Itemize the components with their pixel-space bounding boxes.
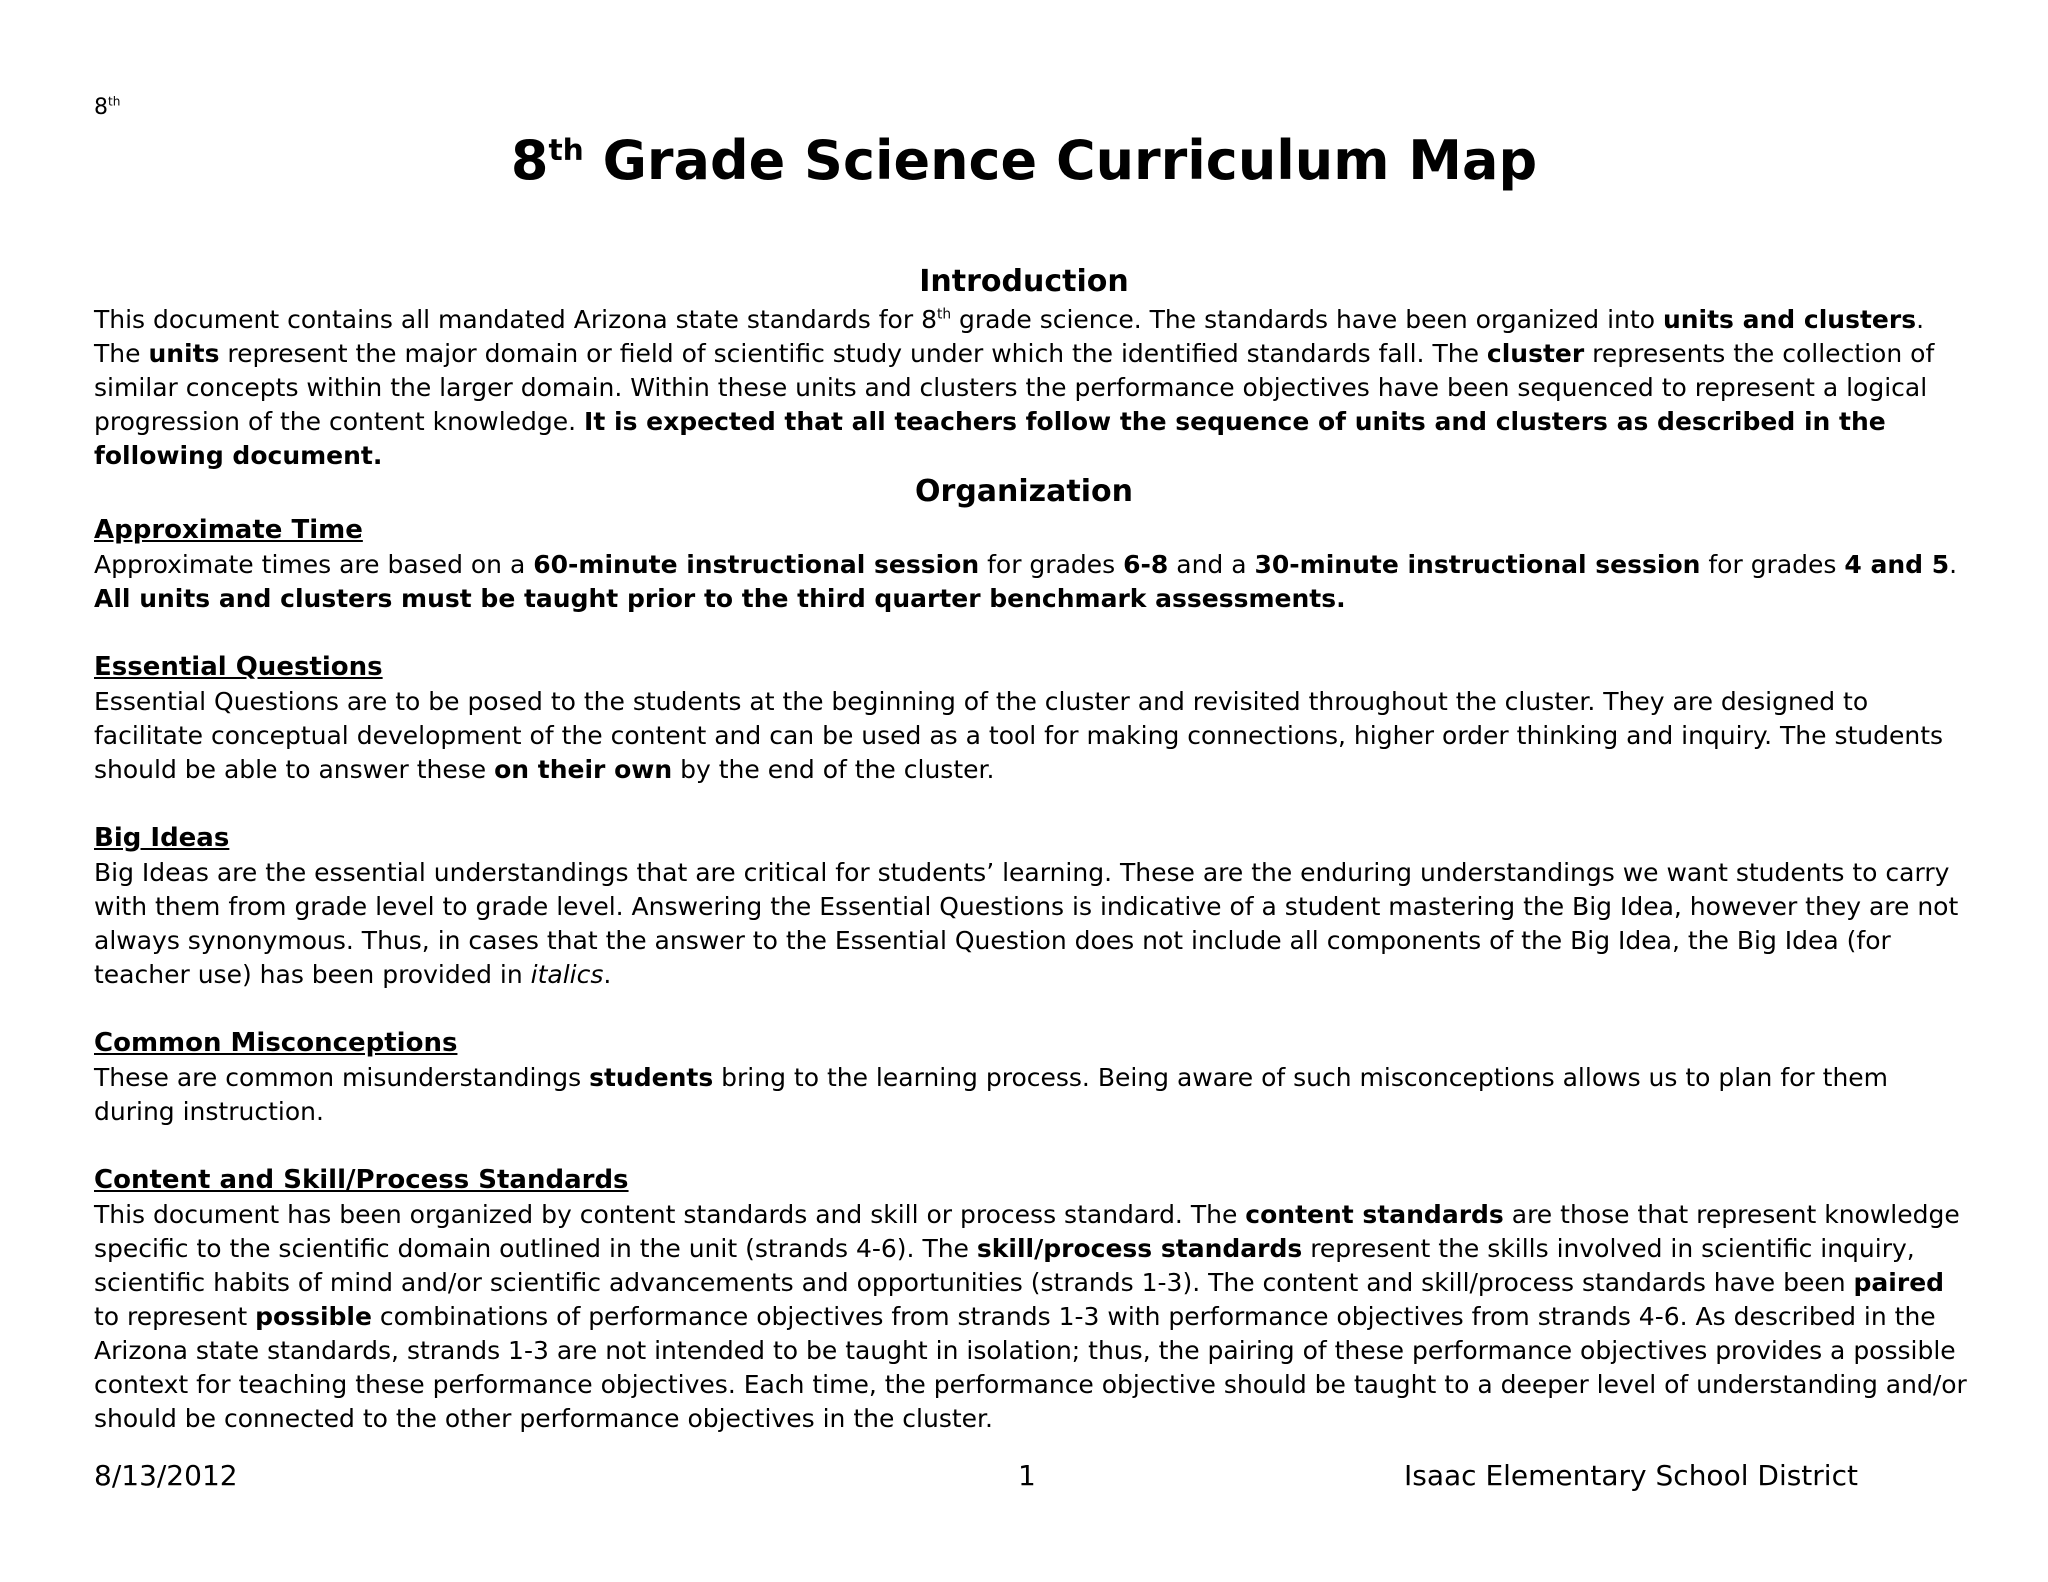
intro-text-2: grade science. The standards have been organized into <box>951 305 1663 334</box>
std-text-4: to represent <box>94 1302 256 1331</box>
bi-italic: italics <box>530 960 604 989</box>
introduction-heading: Introduction <box>919 264 1129 299</box>
std-bold-content: content standards <box>1245 1200 1504 1229</box>
approximate-time-heading: Approximate Time <box>94 515 363 545</box>
intro-text-3: . The <box>94 305 1925 368</box>
organization-heading: Organization <box>915 474 1133 509</box>
title-grade-number: 8 <box>510 129 549 192</box>
time-text-3: and a <box>1168 550 1255 579</box>
footer-date: 8/13/2012 <box>94 1459 238 1492</box>
intro-text-5: represents the collection of similar concepts within the larger domain. Within these units and clusters the performance objectives have been sequenced to represent a logical progression of the content knowledge. <box>94 339 1935 436</box>
bi-text-2: . <box>603 960 612 989</box>
time-text-1: Approximate times are based on a <box>94 550 534 579</box>
common-misconceptions-paragraph <box>94 1061 1974 1129</box>
corner-grade-label <box>94 96 120 120</box>
title-grade-suffix: th <box>548 133 584 168</box>
page-title <box>0 126 2048 196</box>
std-text-5: combinations of performance objectives from strands 1-3 with performance objectives from strands 4-6. As described in the Arizona state standards, strands 1-3 are not intended to be taught in isolation; thus, the pairing of these performance objectives provides a possible context for teaching these performance objectives. Each time, the performance objective should be taught to a deeper level of understanding and/or should be connected to the other performance objectives in the cluster. <box>94 1302 1967 1433</box>
eq-bold-own: on their own <box>494 755 673 784</box>
time-bold-grades-6-8: 6-8 <box>1123 550 1169 579</box>
eq-text-1: Essential Questions are to be posed to the students at the beginning of the cluster and revisited throughout the cluster. They are designed to facilitate conceptual development of the content and can be used as a tool for making connections, higher order thinking and inquiry. The students should be able to answer these <box>94 687 1944 784</box>
footer-page-number: 1 <box>1018 1459 1036 1492</box>
intro-grade-suffix: th <box>936 306 952 323</box>
mc-text-2: bring to the learning process. Being aware of such misconceptions allows us to plan for them during instruction. <box>94 1063 1889 1126</box>
time-bold-benchmark: All units and clusters must be taught prior to the third quarter benchmark assessments. <box>94 584 1346 613</box>
footer-district: Isaac Elementary School District <box>1404 1459 1858 1492</box>
big-ideas-paragraph <box>94 856 1974 992</box>
time-bold-60min: 60-minute instructional session <box>533 550 980 579</box>
time-bold-30min: 30-minute instructional session <box>1254 550 1701 579</box>
std-text-3: represent the skills involved in scientific inquiry, scientific habits of mind and/or scientific advancements and opportunities (strands 1-3). The content and skill/process standards have been <box>94 1234 1915 1297</box>
essential-questions-paragraph <box>94 685 1974 787</box>
bi-text-1: Big Ideas are the essential understandings that are critical for students’ learning. These are the enduring understandings we want students to carry with them from grade level to grade level. Answering the Essential Questions is indicative of a student mastering the Big Idea, however they are not always synonymous. Thus, in cases that the answer to the Essential Question does not include all components of the Big Idea, the Big Idea (for teacher use) has been provided in <box>94 858 1959 989</box>
intro-bold-cluster: cluster <box>1486 339 1585 368</box>
mc-text-1: These are common misunderstandings <box>94 1063 590 1092</box>
common-misconceptions-heading: Common Misconceptions <box>94 1028 458 1058</box>
eq-text-2: by the end of the cluster. <box>672 755 995 784</box>
std-bold-possible: possible <box>255 1302 372 1331</box>
mc-bold-students: students <box>589 1063 714 1092</box>
std-bold-skill: skill/process standards <box>976 1234 1303 1263</box>
std-text-1: This document has been organized by content standards and skill or process standard. The <box>94 1200 1246 1229</box>
essential-questions-heading: Essential Questions <box>94 652 383 682</box>
time-text-2: for grades <box>979 550 1124 579</box>
std-text-2: are those that represent knowledge specific to the scientific domain outlined in the unit (strands 4-6). The <box>94 1200 1960 1263</box>
intro-text-1: This document contains all mandated Arizona state standards for 8 <box>94 305 937 334</box>
intro-bold-units-clusters: units and clusters <box>1662 305 1917 334</box>
intro-bold-expectation: It is expected that all teachers follow the sequence of units and clusters as described in the following document. <box>94 407 1886 470</box>
title-text: Grade Science Curriculum Map <box>583 129 1538 192</box>
intro-bold-units: units <box>148 339 220 368</box>
time-bold-grades-4-5: 4 and 5 <box>1844 550 1950 579</box>
approximate-time-paragraph <box>94 548 1974 616</box>
intro-text-4: represent the major domain or field of scientific study under which the identified standards fall. The <box>219 339 1487 368</box>
standards-paragraph <box>94 1198 1974 1436</box>
time-text-4: for grades <box>1700 550 1845 579</box>
corner-grade-suffix: th <box>108 94 121 109</box>
introduction-paragraph <box>94 303 1974 473</box>
std-bold-paired: paired <box>1853 1268 1945 1297</box>
standards-heading: Content and Skill/Process Standards <box>94 1165 629 1195</box>
big-ideas-heading: Big Ideas <box>94 823 230 853</box>
corner-grade-number: 8 <box>94 95 108 120</box>
time-text-5: . <box>1949 550 1958 579</box>
